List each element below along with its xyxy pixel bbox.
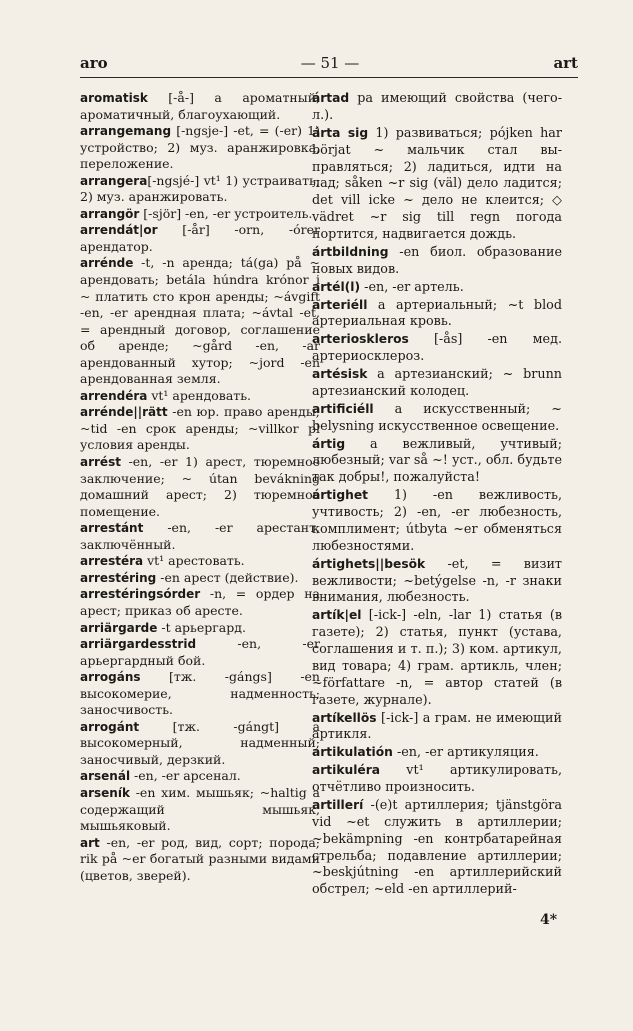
dictionary-entry <box>312 244 562 279</box>
dictionary-entry <box>80 669 320 719</box>
dictionary-entry <box>312 125 562 244</box>
headword: artík|el <box>312 608 362 623</box>
dictionary-entry <box>80 173 320 206</box>
definition: -en арест (действие). <box>156 569 299 585</box>
headword: arrendát|or <box>80 223 158 238</box>
definition: [-ick-] a грам. не имеющий артикля. <box>312 710 562 743</box>
dictionary-entry <box>80 520 320 553</box>
definition: -en юр. право аренды; ~tid -en срок аренды; ~villkor pl условия аренды. <box>80 404 320 453</box>
definition: vt¹ арестовать. <box>143 553 245 569</box>
headword: arriärgarde <box>80 620 158 635</box>
dictionary-entry <box>312 762 562 797</box>
dictionary-entry <box>80 636 320 669</box>
headword: arrénde <box>80 256 134 271</box>
dictionary-entry <box>80 123 320 173</box>
dictionary-entry <box>80 620 320 637</box>
headword: arterioskleros <box>312 332 409 347</box>
dictionary-entry <box>80 768 320 785</box>
definition: [-ås] -en мед. артериосклероз. <box>312 332 562 365</box>
headword: arrestánt <box>80 521 144 536</box>
right-column <box>312 90 562 899</box>
headword: arsenál <box>80 769 131 784</box>
dictionary-entry <box>312 90 562 125</box>
definition: -t, -n аренда; tá(ga) på ~ арендовать; betála húndra krónor i ~ платить сто крон аренды; ~ávgift -en, -er арендная плата; ~ávtal -et, = арендный договор, соглашение об аренде; ~gård -en, -ar арендованный хутор; ~jord -en арендованная земля. <box>80 255 320 387</box>
headword: arriärgardesstrid <box>80 637 197 652</box>
header-left-guideword: aro <box>80 54 108 72</box>
dictionary-entry <box>80 553 320 570</box>
definition: -t арьергард. <box>157 619 246 635</box>
definition: [тж. -gángt] a высокомерный, надменный; заносчивый, дерзкий. <box>80 718 320 767</box>
dictionary-entry <box>312 401 562 436</box>
definition: -en, -er 1) арест, тюремное заключение; ~ útan bevákning домашний арест; 2) тюремное помещение. <box>80 454 320 519</box>
definition: pa имеющий свойства (чего-л.). <box>312 91 562 123</box>
definition: -et, = визит вежливости; ~betýgelse -n, -r знаки внимания, любезность. <box>312 556 562 606</box>
headword: arrénde||rätt <box>80 405 168 420</box>
headword: arrangemang <box>80 124 172 139</box>
headword: artikulatión <box>312 745 393 760</box>
headword: artésisk <box>312 367 368 381</box>
definition: -en биол. образование новых видов. <box>312 244 562 277</box>
headword: arrestéring <box>80 570 157 585</box>
definition: 1) развиваться; pójken har börjat ~ мальчик стал выправляться; 2) ладиться, идти на лад; såken ~r sig (väl) дело ладится; det vill icke ~ дело не клеится; ◇ vädret ~r sig till regn погода портится, надвигается дождь. <box>312 125 562 242</box>
running-header <box>80 54 578 78</box>
signature-mark: 4* <box>540 912 558 928</box>
headword: ártig <box>312 436 346 451</box>
definition: [-ngsje-] -et, = (-er) 1) устройство; 2) муз. аранжировка, переложение. <box>80 123 320 172</box>
headword: artikuléra <box>312 763 381 778</box>
dictionary-entry <box>312 487 562 556</box>
definition: -n, = ордер на арест; приказ об аресте. <box>80 586 320 618</box>
dictionary-entry <box>312 710 562 745</box>
definition: -en, -er артель. <box>360 279 464 295</box>
dictionary-entry <box>80 570 320 587</box>
headword: arrangör <box>80 206 140 221</box>
definition: [тж. -gángs] -en высокомерие, надменность; заносчивость. <box>80 669 320 718</box>
dictionary-entry <box>80 206 320 223</box>
definition: -(e)t артиллерия; tjänstgöra vid ~et служить в артиллерии; ~bekämpning -en контрбатарейная стрельба; подавление артиллерии; ~beskjútning -en артиллерийский обстрел; ~eld -en артиллерий- <box>312 797 562 898</box>
header-rule <box>80 77 578 78</box>
headword: arrogánt <box>80 719 140 734</box>
headword: ártighet <box>312 488 369 503</box>
dictionary-entry <box>312 297 562 332</box>
headword: arrogáns <box>80 670 141 685</box>
definition: [-å-] a ароматный, ароматичный, благоухающий. <box>80 90 320 122</box>
headword: arrést <box>80 455 121 470</box>
definition: a вежливый, учтивый; любезный; var så ~! уст., обл. будьте так добры!, пожалуйста! <box>312 436 562 486</box>
definition: a артезианский; ~ brunn артезианский колодец. <box>312 367 562 399</box>
dictionary-entry <box>312 331 562 366</box>
definition: 1) -en вежливость, учтивость; 2) -en, -er любезность, комплимент; útbyta ~er обменяться любезностями. <box>312 488 562 554</box>
headword: ártad <box>312 91 350 105</box>
definition: [-sjör] -en, -er устроитель. <box>139 205 313 221</box>
definition: -en хим. мышьяк; ~haltig a содержащий мышьяк, мышьяковый. <box>80 784 320 834</box>
dictionary-entry <box>80 404 320 454</box>
dictionary-entry <box>312 436 562 488</box>
headword: arseník <box>80 785 130 800</box>
header-page-number: — 51 — <box>300 54 360 72</box>
dictionary-entry <box>80 90 320 123</box>
header-right-guideword: art <box>553 54 578 72</box>
definition: -en, -er арестант, заключённый. <box>80 520 320 552</box>
definition: vt¹ артикулировать, отчётливо произносить. <box>312 763 562 795</box>
headword: art <box>80 835 100 850</box>
headword: artillerí <box>312 797 364 812</box>
definition: -en, -er род, вид, сорт; порода; rik på ~er богатый разными видами (цветов, зверей). <box>80 834 320 883</box>
definition: a артериальный; ~t blod артериальная кровь. <box>312 297 562 330</box>
dictionary-entry <box>80 586 320 619</box>
dictionary-entry <box>80 785 320 835</box>
dictionary-entry <box>312 797 562 899</box>
dictionary-entry <box>80 454 320 520</box>
headword: arrangera <box>80 173 148 188</box>
headword: árta sig <box>312 125 369 140</box>
headword: arrestéringsórder <box>80 587 201 602</box>
headword: ártbildning <box>312 244 389 259</box>
dictionary-entry <box>312 607 562 709</box>
headword: aromatisk <box>80 91 148 105</box>
headword: artél(l) <box>312 279 361 294</box>
left-column <box>80 90 320 884</box>
definition: -en, -er артикуляция. <box>392 745 539 761</box>
headword: artificiéll <box>312 401 374 416</box>
headword: arteriéll <box>312 297 368 312</box>
dictionary-entry <box>80 835 320 885</box>
dictionary-entry <box>80 719 320 769</box>
dictionary-entry <box>80 255 320 387</box>
headword: artíkellös <box>312 710 377 725</box>
dictionary-entry <box>312 556 562 608</box>
dictionary-entry <box>312 279 562 297</box>
dictionary-entry <box>80 388 320 405</box>
definition: -en, -er арьергардный бой. <box>80 636 320 668</box>
definition: a искусственный; ~ belysning искусственное освещение. <box>312 401 562 434</box>
definition: vt¹ арендовать. <box>147 387 251 403</box>
definition: -en, -er арсенал. <box>130 768 241 784</box>
definition: [-ick-] -eln, -lar 1) статья (в газете); 2) статья, пункт (устава, соглашения и т. п.); 3) ком. артикул, вид товара; 4) грам. артикль, член; ~författare -n, = автор статей (в газете, журнале). <box>312 608 562 708</box>
headword: arrestéra <box>80 554 144 569</box>
dictionary-entry <box>312 744 562 762</box>
dictionary-entry <box>312 366 562 401</box>
headword: arrendéra <box>80 388 148 403</box>
definition: [-ngsjé-] vt¹ 1) устраивать; 2) муз. аранжировать. <box>80 172 320 205</box>
definition: [-år] -orn, -órer арендатор. <box>80 222 320 254</box>
dictionary-entry <box>80 222 320 255</box>
headword: ártighets||besök <box>312 556 426 571</box>
